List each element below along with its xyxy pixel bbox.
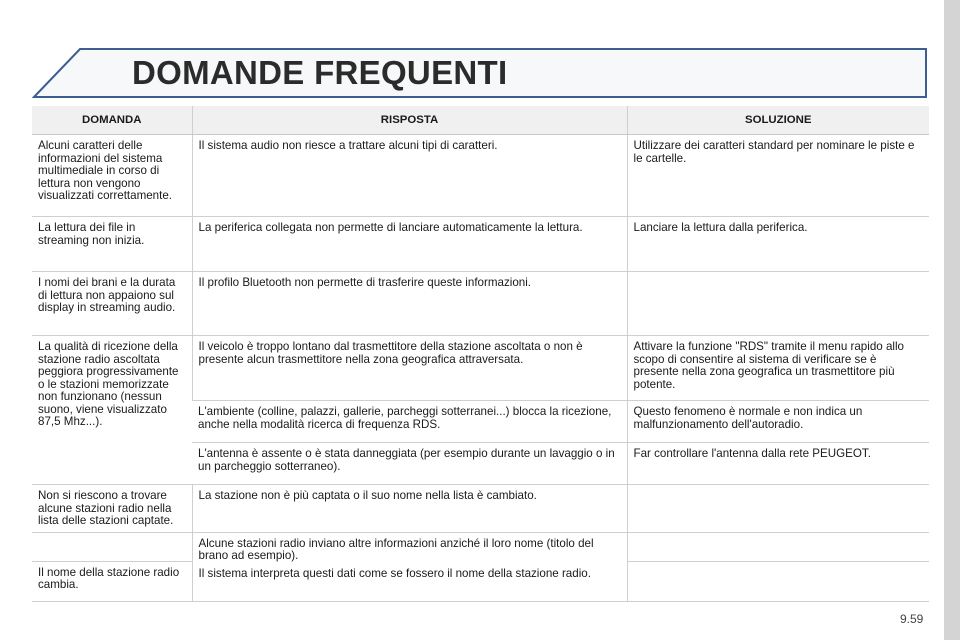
question-cell: La lettura dei file in streaming non inizia. [32,217,192,272]
column-header-domanda: DOMANDA [32,106,192,135]
table-row [32,532,929,561]
question-cell: Alcuni caratteri delle informazioni del sistema multimediale in corso di lettura non vengono visualizzati correttamente. [32,135,192,217]
solution-cell [627,561,929,601]
table-row [32,272,929,336]
solution-cell [627,485,929,533]
solution-cell: Far controllare l'antenna dalla rete PEUGEOT. [627,443,929,485]
faq-table [32,106,929,602]
answer-cell [192,532,627,601]
table-header-row [32,106,929,135]
question-cell [32,532,192,561]
page-title: DOMANDE FREQUENTI [132,54,508,91]
page-edge-bar [944,0,960,640]
answer-cell: La periferica collegata non permette di lanciare automaticamente la lettura. [192,217,627,272]
question-cell: I nomi dei brani e la durata di lettura non appaiono sul display in streaming audio. [32,272,192,336]
answer-paragraph: Il sistema interpreta questi dati come se fossero il nome della stazione radio. [198,566,591,580]
question-cell: Non si riescono a trovare alcune stazioni radio nella lista delle stazioni captate. [32,485,192,533]
answer-cell: Il veicolo è troppo lontano dal trasmettitore della stazione ascoltata o non è presente alcun trasmettitore nella zona geografica attraversata. [192,336,627,401]
table-row [32,336,929,401]
question-cell: Il nome della stazione radio cambia. [32,561,192,601]
solution-cell: Questo fenomeno è normale e non indica un malfunzionamento dell'autoradio. [627,401,929,443]
column-header-risposta: RISPOSTA [192,106,627,135]
answer-cell: Il sistema audio non riesce a trattare alcuni tipi di caratteri. [192,135,627,217]
table-row [32,485,929,533]
answer-cell: L'ambiente (colline, palazzi, gallerie, parcheggi sotterranei...) blocca la ricezione, anche nella modalità ricerca di frequenza RDS. [192,401,627,443]
answer-cell: Il profilo Bluetooth non permette di trasferire queste informazioni. [192,272,627,336]
answer-cell: L'antenna è assente o è stata danneggiata (per esempio durante un lavaggio o in un parcheggio sotterraneo). [192,443,627,485]
table-row [32,217,929,272]
solution-cell: Attivare la funzione "RDS" tramite il menu rapido allo scopo di consentire al sistema di verificare se è presente nella zona geografica un trasmettitore più potente. [627,336,929,401]
question-cell: La qualità di ricezione della stazione radio ascoltata peggiora progressivamente o le stazioni memorizzate non funzionano (nessun suono, viene visualizzato 87,5 Mhz...). [32,336,192,485]
solution-cell [627,272,929,336]
answer-cell: La stazione non è più captata o il suo nome nella lista è cambiato. [192,485,627,533]
page-number: 9.59 [900,612,924,626]
solution-cell [627,532,929,561]
answer-paragraph: Alcune stazioni radio inviano altre informazioni anziché il loro nome (titolo del brano ad esempio). [198,536,594,562]
page-header [32,47,928,99]
table-row [32,135,929,217]
column-header-soluzione: SOLUZIONE [627,106,929,135]
solution-cell: Lanciare la lettura dalla periferica. [627,217,929,272]
solution-cell: Utilizzare dei caratteri standard per nominare le piste e le cartelle. [627,135,929,217]
